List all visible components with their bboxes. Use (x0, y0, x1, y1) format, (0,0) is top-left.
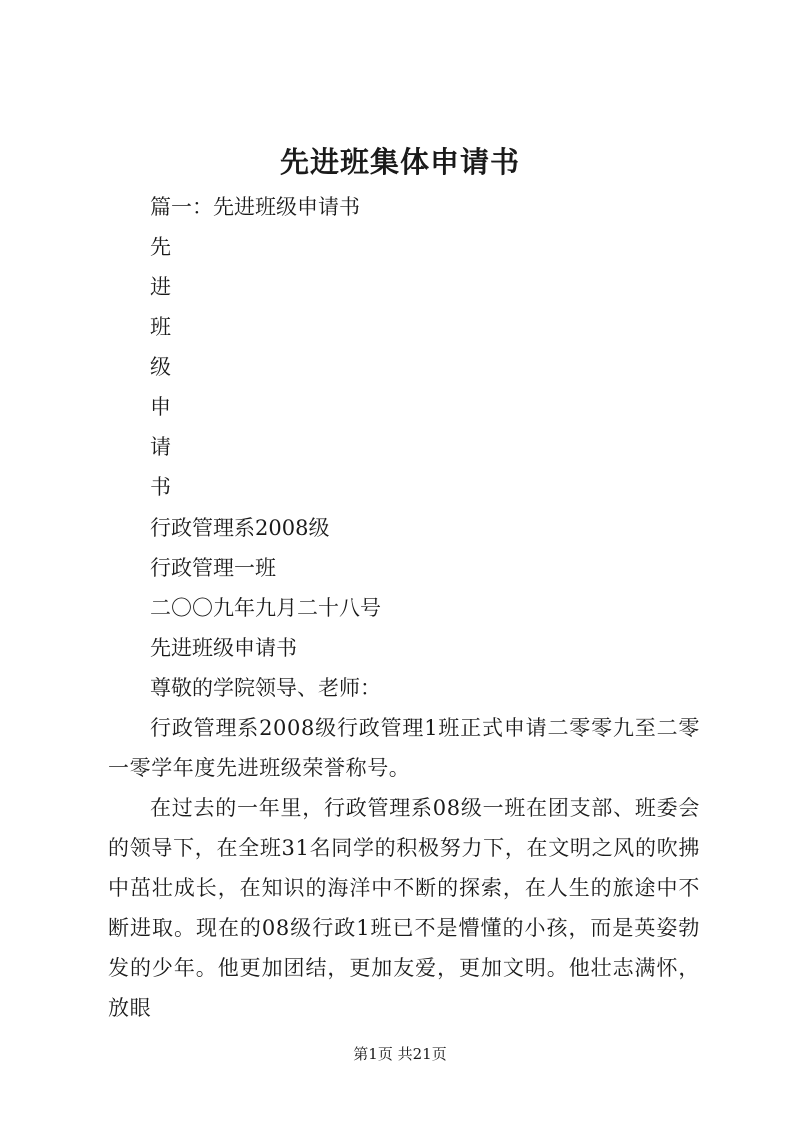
body-paragraph: 在过去的一年里，行政管理系08级一班在团支部、班委会的领导下，在全班31名同学的积极努力下，在文明之风的吹拂中茁壮成长，在知识的海洋中不断的探索，在人生的旅途中不断进取。现在的08级行政1班已不是懵懂的小孩，而是英姿勃发的少年。他更加团结，更加友爱，更加文明。他壮志满怀，放眼 (108, 796, 700, 1020)
class-line: 行政管理一班 (150, 556, 276, 580)
subtitle-line: 先进班级申请书 (150, 636, 297, 660)
section-heading: 篇一：先进班级申请书 (150, 195, 360, 219)
vertical-title-char: 申 (150, 395, 171, 419)
page-footer: 第1页 共21页 (353, 1045, 447, 1063)
department-line: 行政管理系2008级 (150, 516, 330, 540)
document-title: 先进班集体申请书 (279, 145, 520, 179)
vertical-title-char: 进 (150, 275, 171, 299)
salutation-line: 尊敬的学院领导、老师： (150, 676, 381, 700)
date-line: 二〇〇九年九月二十八号 (150, 596, 381, 620)
vertical-title-char: 书 (150, 475, 171, 499)
vertical-title-char: 请 (150, 435, 171, 459)
vertical-title-char: 级 (150, 355, 171, 379)
vertical-title-char: 班 (150, 315, 171, 339)
vertical-title-char: 先 (150, 235, 171, 259)
body-paragraph: 行政管理系2008级行政管理1班正式申请二零零九至二零一零学年度先进班级荣誉称号。 (108, 716, 700, 780)
